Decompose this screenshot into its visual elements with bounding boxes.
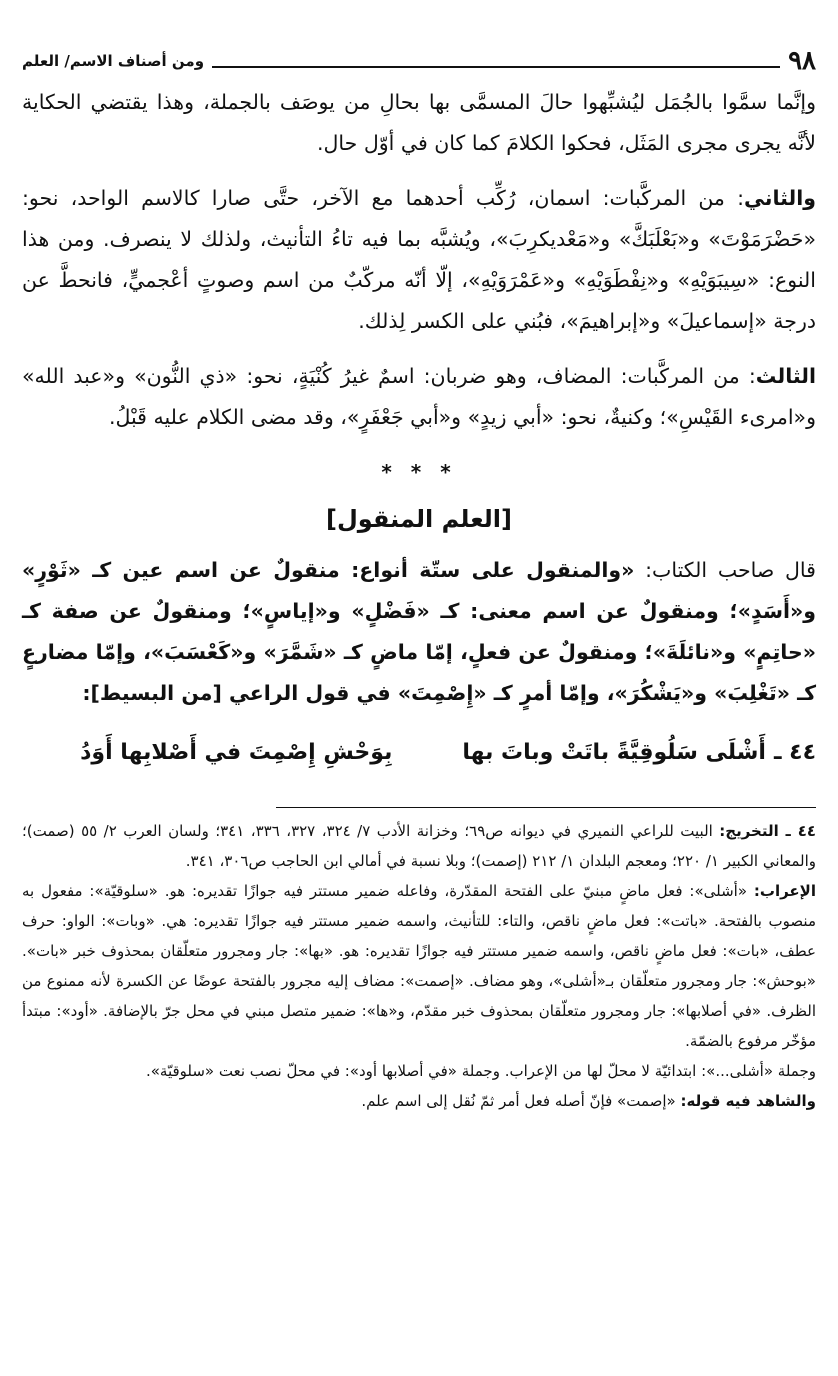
shahid-text: «إصمت» فإنّ أصله فعل أمر ثمّ نُقل إلى اسم علم. [361, 1092, 681, 1110]
footnote-divider [276, 807, 816, 808]
main-text [22, 82, 816, 773]
footnote-shahid [22, 1086, 816, 1116]
paragraph-2 [22, 178, 816, 342]
poetry-verse [22, 732, 816, 773]
page-number: ٩٨ [788, 46, 816, 76]
paragraph-2-lead: والثاني [744, 186, 816, 210]
footnote-takhrij [22, 816, 816, 876]
header-rule [212, 66, 780, 68]
irab-label: الإعراب: [753, 882, 816, 900]
verse-hemistich-2: بِوَحْشِ إِصْمِتَ في أَصْلابِها أَوَدُ [80, 740, 393, 765]
footnote-jumla: وجملة «أشلى...»: ابتدائيّة لا محلّ لها من الإعراب. وجملة «في أصلابها أود»: في محلّ نصب نعت «سلوقيّة». [145, 1062, 816, 1080]
shahid-label: والشاهد فيه قوله: [680, 1092, 816, 1110]
takhrij-text: البيت للراعي النميري في ديوانه ص٦٩؛ وخزانة الأدب ٧/ ٣٢٤، ٣٢٧، ٣٣٦، ٣٤١؛ ولسان العرب ٢/ ٥٥ (صمت)؛ والمعاني الكبير ١/ ٢٢٠؛ ومعجم البلدان ١/ ٢١٢ (إصمت)؛ وبلا نسبة في أمالي ابن الحاجب ص٣٠٦، ٣٤١. [22, 822, 816, 870]
section-title: [العلم المنقول] [326, 505, 512, 533]
quote-intro: قال صاحب الكتاب: [634, 558, 816, 582]
running-title: ومن أصناف الاسم/ العلم [22, 52, 205, 70]
verse-number: ٤٤ ـ [773, 740, 816, 765]
author-quote [22, 550, 816, 714]
section-separator: * * * [381, 460, 457, 484]
footnote-irab [22, 876, 816, 1056]
footnotes [22, 816, 816, 1116]
paragraph-2-text: : من المركَّبات: اسمان، رُكِّب أحدهما مع الآخر، حتَّى صارا كالاسم الواحد، نحو: «حَضْرَمَوْتَ» و«بَعْلَبَكَّ» و«مَعْديكرِبَ»، ويُشبَّه بما فيه تاءُ التأنيث، ولذلك لا ينصرف. ومن هذا النوع: «سِيبَوَيْهِ» و«نِفْطَوَيْهِ» و«عَمْرَوَيْهِ»، إلّا أنّه مركّبٌ من اسم وصوتٍ أعْجميٍّ، فانحطَّ عن درجة «إسماعيلَ» و«إبراهيمَ»، فبُني على الكسر لِذلك. [22, 186, 816, 333]
paragraph-3-text: : من المركَّبات: المضاف، وهو ضربان: اسمٌ غيرُ كُنْيَةٍ، نحو: «ذي النُّون» و«عبد الله» و«امرىء القَيْسِ»؛ وكنيةٌ، نحو: «أبي زيدٍ» و«أبي جَعْفَرٍ»، وقد مضى الكلام عليه قَبْلُ. [22, 364, 816, 429]
irab-text: «أشلى»: فعل ماضٍ مبنيّ على الفتحة المقدّرة، وفاعله ضمير مستتر فيه جوازًا تقديره: هو. «سلوقيّة»: مفعول به منصوب بالفتحة. «باتت»: فعل ماضٍ ناقص، والتاء: للتأنيث، واسمه ضمير مستتر فيه جوازًا تقديره: هي. «وبات»: الواو: حرف عطف، «بات»: فعل ماضٍ ناقص، واسمه ضمير مستتر فيه جوازًا تقديره: هو. «بها»: جار ومجرور متعلّقان بمحذوف خبر «بات». «بوحش»: جار ومجرور متعلّقان بـ«أشلى»، وهو مضاف. «إصمت»: مضاف إليه مجرور بالفتحة عوضًا عن الكسرة لأنه ممنوع من الظرف. «في أصلابها»: جار ومجرور متعلّقان بمحذوف خبر مقدّم، و«ها»: ضمير متصل مبني في محل جرّ بالإضافة. «أود»: مبتدأ مؤخّر مرفوع بالضمّة. [22, 882, 816, 1050]
page-header [22, 40, 816, 82]
verse-hemistich-1: أَشْلَى سَلُوقِيَّةً باتَتْ وباتَ بها [462, 740, 766, 765]
quote-body: «والمنقول على ستّة أنواع: منقولٌ عن اسم عين كـ «ثَوْرٍ» و«أَسَدٍ»؛ ومنقولٌ عن اسم معنى: كـ «فَضْلٍ» و«إياسٍ»؛ ومنقولٌ عن صفة كـ «حاتِمٍ» و«نائلَةَ»؛ ومنقولٌ عن فعلٍ، إمّا ماضٍ كـ «شَمَّرَ» و«كَعْسَبَ»، وإمّا مضارعٍ كـ «تَغْلِبَ» و«يَشْكُرَ»، وإمّا أمرٍ كـ «إِصْمِتَ» في قول الراعي [من البسيط]: [22, 558, 816, 705]
paragraph-1: وإنَّما سمَّوا بالجُمَل ليُشبِّهوا حالَ المسمَّى بها بحالِ من يوصَف بالجملة، وهذا يقتضي الحكاية لأنَّه يجرى مجرى المَثَل، فحكوا الكلامَ كما كان في أوّل حال. [22, 90, 816, 155]
paragraph-3 [22, 356, 816, 438]
takhrij-label: ٤٤ ـ التخريج: [719, 822, 817, 840]
paragraph-3-lead: الثالث [755, 364, 816, 388]
